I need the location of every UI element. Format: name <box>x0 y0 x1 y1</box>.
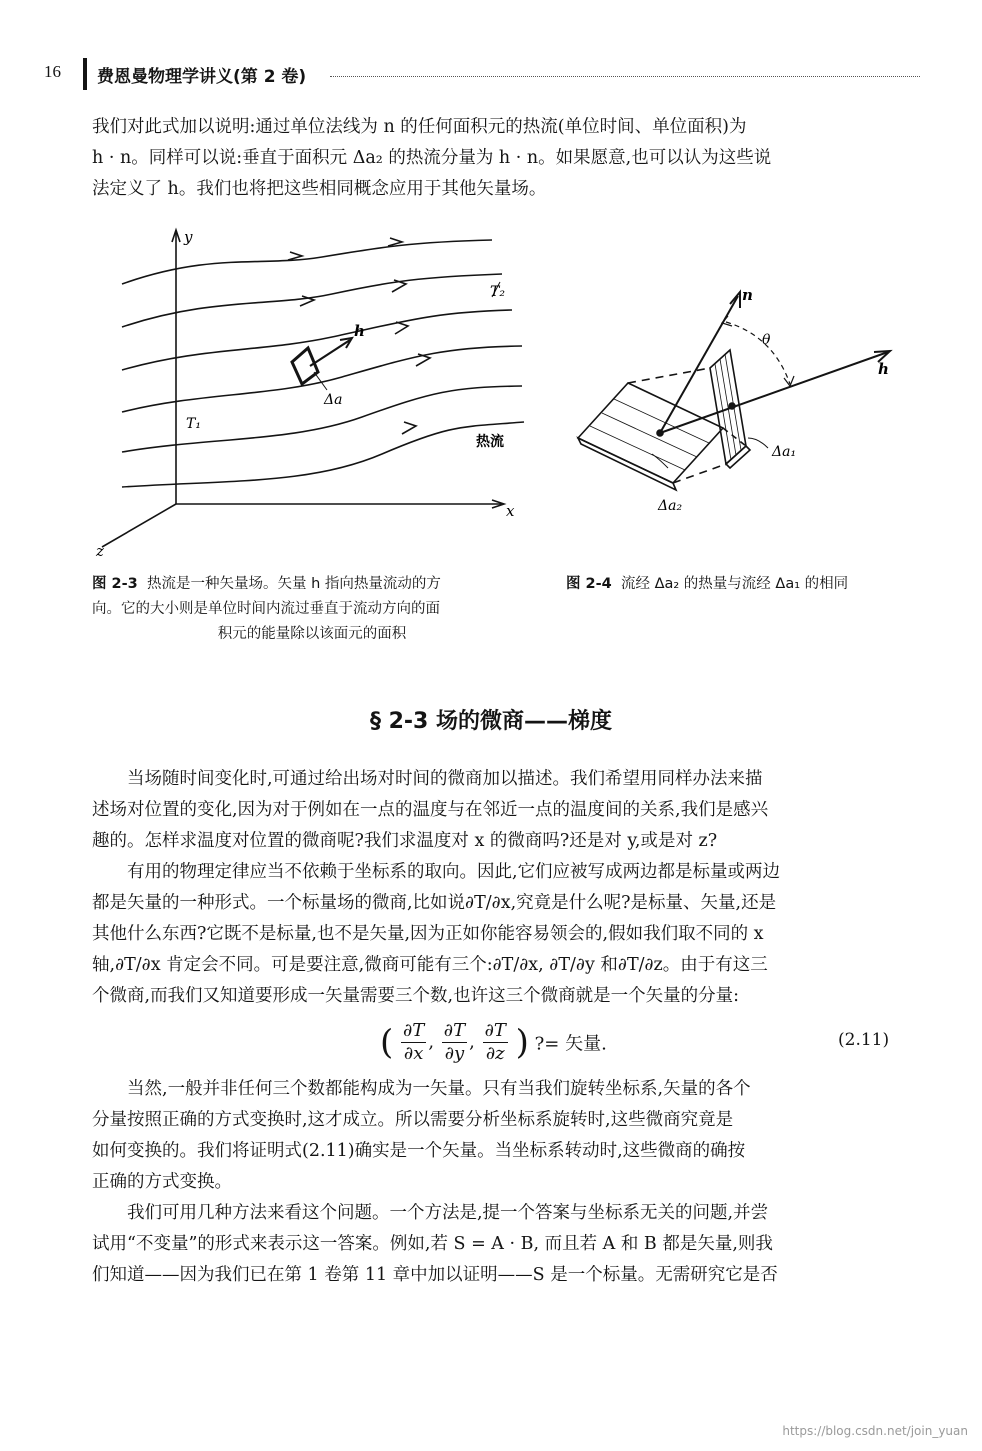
t1-label: T₁ <box>186 416 201 432</box>
body-line: 如何变换的。我们将证明式(2.11)确实是一个矢量。当坐标系转动时,这些微商的确按 <box>92 1141 746 1161</box>
eq-denominator: ∂z <box>485 1043 505 1064</box>
body-line: 我们可用几种方法来看这个问题。一个方法是,提一个答案与坐标系无关的问题,并尝 <box>127 1203 769 1223</box>
watermark: https://blog.csdn.net/join_yuan <box>782 1424 968 1438</box>
eq-denominator: ∂x <box>403 1043 424 1064</box>
equation-number: (2.11) <box>838 1030 890 1050</box>
body-line: 们知道——因为我们已在第 1 卷第 11 章中加以证明——S 是一个标量。无需研究它是否 <box>92 1265 778 1285</box>
body-line: 述场对位置的变化,因为对于例如在一点的温度与在邻近一点的温度间的关系,我们是感兴 <box>92 800 769 820</box>
intro-paragraph <box>92 112 904 205</box>
body-paragraph-4 <box>92 1198 904 1291</box>
eq-denominator: ∂y <box>444 1043 465 1064</box>
caption-line: 热流是一种矢量场。矢量 h 指向热量流动的方 <box>146 576 441 592</box>
body-line: 其他什么东西?它既不是标量,也不是矢量,因为正如你能容易领会的,假如我们取不同的 x <box>92 924 764 944</box>
figure-2-3-caption <box>92 572 532 647</box>
h-vector-label: h <box>354 322 365 340</box>
caption-text: 流经 Δa₂ 的热量与流经 Δa₁ 的相同 <box>620 576 849 592</box>
eq-rhs: ?= 矢量. <box>534 1033 607 1055</box>
body-line: 当场随时间变化时,可通过给出场对时间的微商加以描述。我们希望用同样办法来描 <box>127 769 763 789</box>
area-element-da <box>292 348 318 384</box>
page-number: 16 <box>44 62 61 81</box>
delta-a-label: Δa <box>324 392 343 408</box>
body-line: 都是矢量的一种形式。一个标量场的微商,比如说∂T/∂x,究竟是什么呢?是标量、矢量,还是 <box>92 893 777 913</box>
z-axis-label: z <box>96 542 104 560</box>
h-vector <box>660 352 888 433</box>
x-axis-label: x <box>506 502 515 520</box>
delta-a1-label: Δa₁ <box>772 444 797 460</box>
header-divider <box>83 58 87 90</box>
body-paragraph-3 <box>92 1074 904 1198</box>
y-axis-label: y <box>184 228 193 246</box>
body-line: 正确的方式变换。 <box>92 1172 232 1192</box>
heat-flow-label: 热流 <box>476 434 504 450</box>
eq-numerator: ∂T <box>443 1020 466 1041</box>
flow-line <box>122 386 522 452</box>
intro-line: 我们对此式加以说明:通过单位法线为 n 的任何面积元的热流(单位时间、单位面积)为 <box>92 117 747 137</box>
delta-a2-label: Δa₂ <box>658 498 683 514</box>
normal-vector-n <box>660 296 738 433</box>
body-line: 趣的。怎样求温度对位置的微商呢?我们求温度对 x 的微商吗?还是对 y,或是对 z? <box>92 831 718 851</box>
body-line: 个微商,而我们又知道要形成一矢量需要三个数,也许这三个微商就是一个矢量的分量: <box>92 986 740 1006</box>
h-label: h <box>878 360 889 378</box>
body-line: 分量按照正确的方式变换时,这才成立。所以需要分析坐标系旋转时,这些微商究竟是 <box>92 1110 734 1130</box>
figure-2-4-area-elements-diagram <box>568 278 898 518</box>
body-paragraph-1 <box>92 764 904 857</box>
figure-2-4-number: 图 2-4 <box>566 576 612 592</box>
section-title: § 2-3 场的微商——梯度 <box>369 709 613 734</box>
equation-2-11: ( $\frac{\partial T}{\partial x}$ , $\frac{\partial T}{\partial y}$ , $\frac{\partial T}{\partial z}$ ) ?= 矢量. <box>380 1020 607 1064</box>
body-line: 当然,一般并非任何三个数都能构成为一矢量。只有当我们旋转坐标系,矢量的各个 <box>127 1079 751 1099</box>
header-rule <box>330 76 920 77</box>
flow-line <box>122 346 522 412</box>
body-line: 轴,∂T/∂x 肯定会不同。可是要注意,微商可能有三个:∂T/∂x, ∂T/∂y 和∂T/∂z。由于有这三 <box>92 955 768 975</box>
figure-2-4-caption <box>566 572 906 597</box>
body-line: 有用的物理定律应当不依赖于坐标系的取向。因此,它们应被写成两边都是标量或两边 <box>127 862 781 882</box>
flow-line <box>122 422 524 487</box>
z-axis <box>102 504 176 547</box>
caption-line: 积元的能量除以该面元的面积 <box>217 626 407 642</box>
normal-n-label: n <box>742 286 753 304</box>
eq-numerator: ∂T <box>403 1020 425 1041</box>
intro-line: h · n。同样可以说:垂直于面积元 Δa₂ 的热流分量为 h · n。如果愿意,也可以认为这些说 <box>92 148 772 168</box>
intro-line: 法定义了 h。我们也将把这些相同概念应用于其他矢量场。 <box>92 179 547 199</box>
figure-2-3-heat-flow-diagram <box>92 222 532 562</box>
area-element-da2 <box>578 383 723 483</box>
eq-numerator: ∂T <box>484 1020 506 1041</box>
figure-2-3-number: 图 2-3 <box>92 576 138 592</box>
body-line: 试用“不变量”的形式来表示这一答案。例如,若 S = A · B, 而且若 A 和 B 都是矢量,则我 <box>92 1234 773 1254</box>
t2-label: T₂ <box>490 284 505 300</box>
caption-line: 向。它的大小则是单位时间内流过垂直于流动方向的面 <box>92 601 440 617</box>
book-title: 费恩曼物理学讲义(第 2 卷) <box>97 67 307 87</box>
body-paragraph-2 <box>92 857 904 1012</box>
theta-label: θ <box>762 332 771 348</box>
